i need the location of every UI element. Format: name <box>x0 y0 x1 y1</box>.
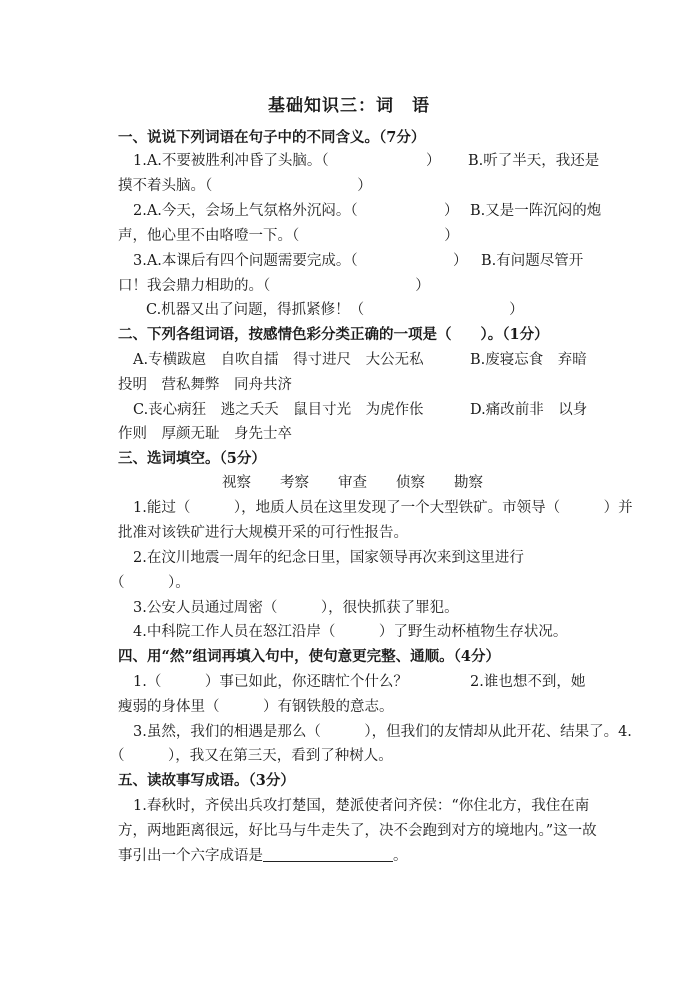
s2-option-b: B.废寝忘食 弃暗 <box>470 352 587 368</box>
s3-q2a: 2.在汶川地震一周年的纪念日里，国家领导再次来到这里进行 <box>133 550 524 566</box>
s1-line-6: 口！我会鼎力相助的。（ ） <box>118 278 430 294</box>
section-5-heading: 五、读故事写成语。（3分） <box>118 772 295 789</box>
s5-line-1: 1.春秋时，齐侯出兵攻打楚国，楚派使者问齐侯：“你住北方，我住在南 <box>133 798 590 814</box>
s1-line-3a: 2.A.今天，会场上气氛格外沉闷。（ <box>133 203 358 219</box>
s4-q1: 1.（ ）事已如此，你还瞎忙个什么？ <box>133 674 408 690</box>
s2-option-b-cont: 投明 营私舞弊 同舟共济 <box>118 377 292 393</box>
s4-q2: 2.谁也想不到，她 <box>470 674 586 690</box>
s3-q2b: （ ）。 <box>110 575 190 591</box>
s1-line-3b: ） <box>444 203 459 219</box>
s4-q4: （ ），我又在第三天，看到了种树人。 <box>110 748 393 764</box>
section-4-heading: 四、用“然”组词再填入句中，使句意更完整、通顺。（4分） <box>118 648 501 665</box>
section-1-heading: 一、说说下列词语在句子中的不同含义。（7分） <box>118 129 426 146</box>
s5-line-2: 方，两地距离很远，好比马与牛走失了，决不会跑到对方的境地内。”这一故 <box>118 823 597 839</box>
s1-line-7: C.机器又出了问题，得抓紧修！（ ） <box>146 302 524 318</box>
s1-line-5c: B.有问题尽管开 <box>481 253 584 269</box>
s2-option-d: D.痛改前非 以身 <box>470 402 588 418</box>
s5-line-3 <box>118 846 408 866</box>
s3-q1a: 1.能过（ ），地质人员在这里发现了一个大型铁矿。市领导（ ）并 <box>133 500 633 516</box>
s5-line-3-text: 事引出一个六字成语是 <box>118 848 263 864</box>
s2-option-d-cont: 作则 厚颜无耻 身先士卒 <box>118 426 292 442</box>
s4-q2-cont: 瘦弱的身体里（ ）有钢铁般的意志。 <box>118 699 394 715</box>
s1-line-4: 声，他心里不由咯噔一下。（ ） <box>118 228 459 244</box>
s3-word-bank: 视察 考察 审查 侦察 勘察 <box>222 475 483 491</box>
s1-line-1b: ） <box>426 153 441 169</box>
section-2-heading: 二、下列各组词语，按感情色彩分类正确的一项是（ ）。（1分） <box>118 326 549 343</box>
s1-line-1a: 1.A.不要被胜利冲昏了头脑。（ <box>133 153 329 169</box>
s5-line-3-end: 。 <box>393 848 408 864</box>
s2-option-c: C.丧心病狂 逃之夭夭 鼠目寸光 为虎作伥 <box>133 402 424 418</box>
s1-line-3c: B.又是一阵沉闷的炮 <box>470 203 602 219</box>
page-title: 基础知识三：词 语 <box>268 96 430 116</box>
idiom-answer-blank[interactable] <box>263 847 393 862</box>
s3-q1b: 批准对该铁矿进行大规模开采的可行性报告。 <box>118 525 408 541</box>
s1-line-2: 摸不着头脑。（ ） <box>118 178 372 194</box>
s4-q3: 3.虽然，我们的相遇是那么（ ），但我们的友情却从此开花、结果了。4. <box>133 724 632 740</box>
s1-line-5b: ） <box>453 253 468 269</box>
s3-q3: 3.公安人员通过周密（ ），很快抓获了罪犯。 <box>133 600 459 616</box>
s1-line-5a: 3.A.本课后有四个问题需要完成。（ <box>133 253 358 269</box>
section-3-heading: 三、选词填空。（5分） <box>118 450 266 467</box>
s2-option-a: A.专横跋扈 自吹自擂 得寸进尺 大公无私 <box>133 352 424 368</box>
s1-line-1c: B.听了半天，我还是 <box>468 153 600 169</box>
s3-q4: 4.中科院工作人员在怒江沿岸（ ）了野生动杯植物生存状况。 <box>133 624 568 640</box>
